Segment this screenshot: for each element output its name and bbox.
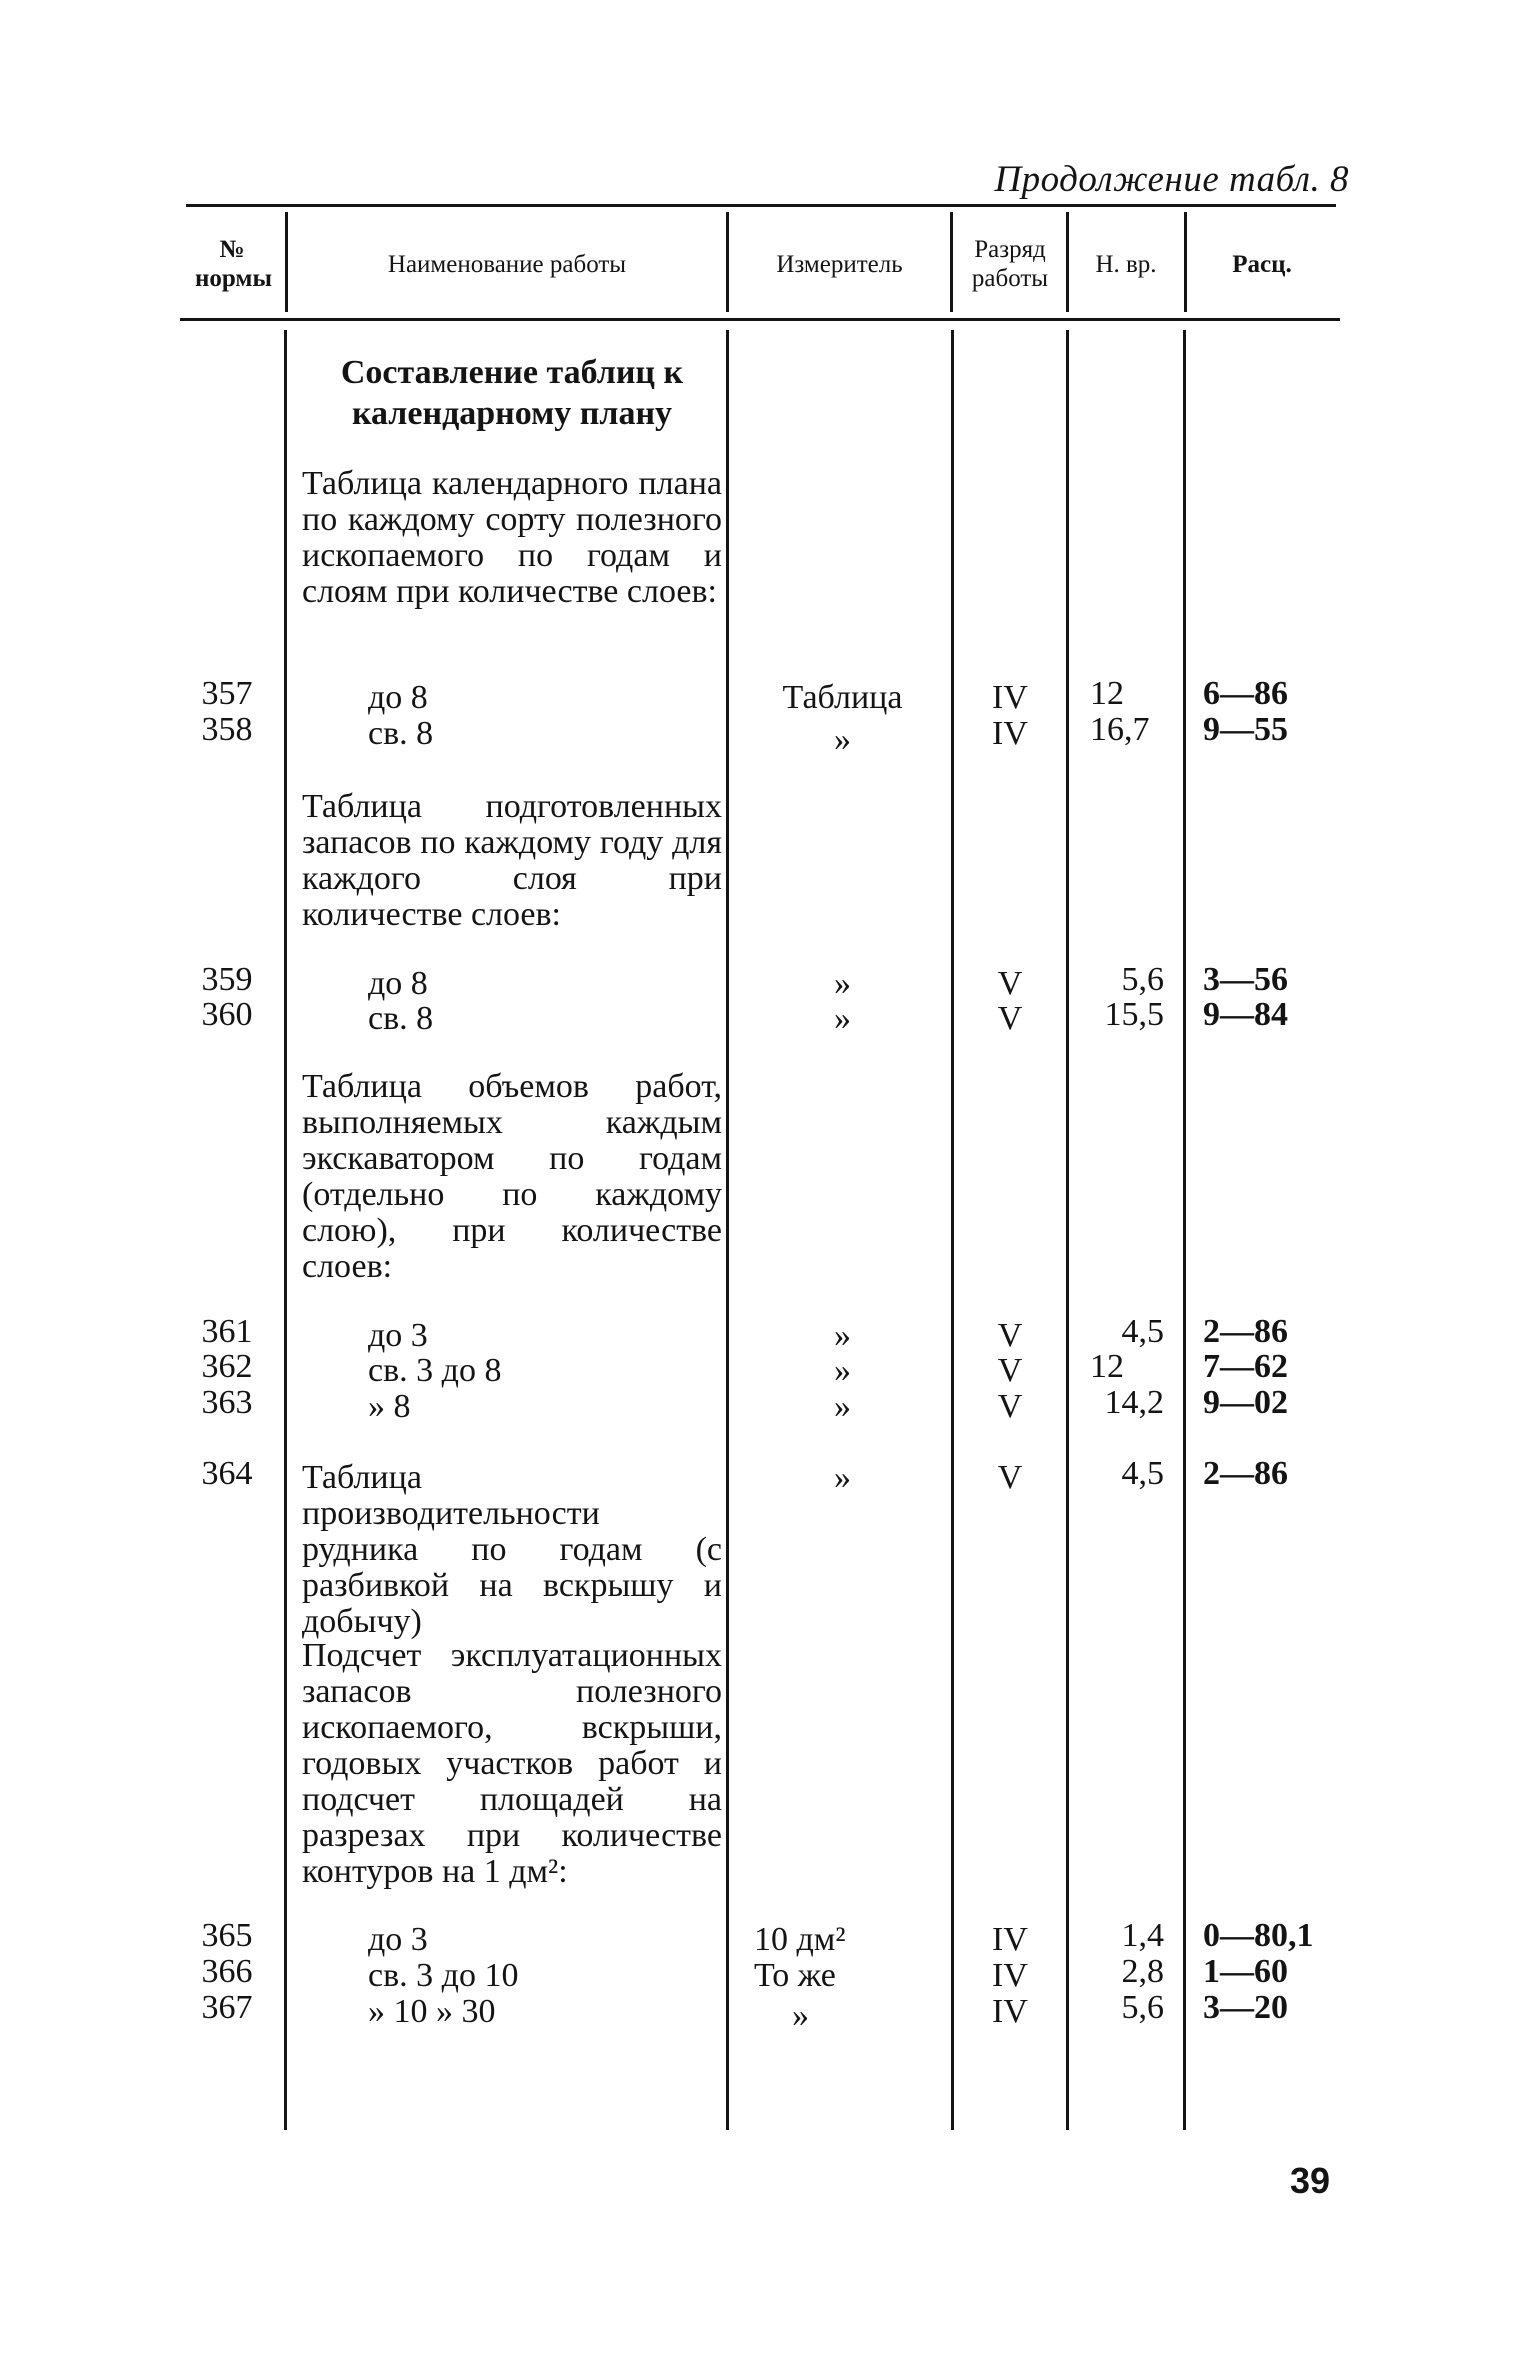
grade: V — [997, 1000, 1023, 1037]
rate: 3—56 — [1203, 961, 1288, 998]
measure: » — [834, 1352, 851, 1389]
norm-time: 2,8 — [1121, 1953, 1164, 1990]
work-name: до 3 — [368, 1921, 428, 1958]
work-name: св. 8 — [368, 1000, 434, 1037]
norm-number: 359 — [201, 961, 253, 998]
norm-time: 5,6 — [1121, 961, 1164, 998]
norm-number: 360 — [201, 996, 253, 1033]
grade: IV — [992, 679, 1028, 716]
work-name: св. 8 — [368, 715, 434, 752]
norm-time: 14,2 — [1104, 1384, 1164, 1421]
header-top-rule — [186, 204, 1336, 207]
rate: 7—62 — [1203, 1348, 1288, 1385]
measure: » — [834, 721, 851, 758]
table-caption: Продолжение табл. 8 — [994, 159, 1349, 200]
group-description: Подсчет эксплуатационных запасов полезного ископаемого, вскрыши, годовых участков работ и подсчет площадей на разрезах при количестве контуров на 1 дм²: — [302, 1637, 722, 1890]
norm-number: 367 — [201, 1989, 253, 2026]
grade: IV — [992, 1957, 1028, 1994]
norm-number: 363 — [201, 1384, 253, 1421]
norm-number: 364 — [201, 1455, 253, 1492]
grade: V — [997, 1317, 1023, 1354]
header-measure: Измеритель — [776, 250, 903, 278]
rate: 3—20 — [1203, 1989, 1288, 2026]
column-divider — [1183, 330, 1186, 2130]
rate: 9—02 — [1203, 1384, 1288, 1421]
header-grade: Разряд работы — [971, 236, 1049, 292]
measure: Таблица — [782, 679, 903, 716]
work-name: до 8 — [368, 965, 428, 1002]
grade: V — [997, 1459, 1023, 1496]
measure: То же — [754, 1957, 836, 1994]
measure: » — [834, 965, 851, 1002]
norm-time: 4,5 — [1121, 1455, 1164, 1492]
group-description: Таблица подготовленных запасов по каждому году для каждого слоя при количестве слоев: — [302, 788, 722, 933]
grade: V — [997, 1352, 1023, 1389]
norm-time: 4,5 — [1121, 1313, 1164, 1350]
measure: 10 дм² — [754, 1921, 846, 1958]
rate: 2—86 — [1203, 1455, 1288, 1492]
rate: 0—80,1 — [1203, 1917, 1314, 1954]
rate: 6—86 — [1203, 675, 1288, 712]
grade: IV — [992, 1921, 1028, 1958]
rate: 9—55 — [1203, 711, 1288, 748]
grade: IV — [992, 715, 1028, 752]
rate: 9—84 — [1203, 996, 1288, 1033]
work-name: » 8 — [368, 1388, 411, 1425]
header-work: Наименование работы — [387, 250, 627, 278]
norm-number: 362 — [201, 1348, 253, 1385]
measure: » — [834, 1388, 851, 1425]
work-name: до 8 — [368, 679, 428, 716]
work-name: до 3 — [368, 1317, 428, 1354]
measure: » — [834, 1000, 851, 1037]
norm-number: 358 — [201, 711, 253, 748]
work-name: св. 3 до 8 — [368, 1352, 502, 1389]
column-divider — [1066, 330, 1069, 2130]
norm-time: 1,4 — [1121, 1917, 1164, 1954]
norm-time: 15,5 — [1104, 996, 1164, 1033]
header-num: № нормы — [195, 236, 272, 292]
grade: V — [997, 1388, 1023, 1425]
column-divider — [726, 330, 729, 2130]
group-description: Таблица календарного плана по каждому сорту полезного ископаемого по годам и слоям при количестве слоев: — [302, 465, 722, 610]
measure: » — [834, 1317, 851, 1354]
norm-number: 366 — [201, 1953, 253, 1990]
header-time: Н. вр. — [1095, 250, 1157, 278]
work-name: Таблица производительности рудника по годам (с разбивкой на вскрышу и добычу) — [302, 1459, 722, 1640]
column-divider — [951, 330, 954, 2130]
header-bottom-rule — [180, 318, 1340, 321]
measure: » — [834, 1459, 851, 1496]
norm-number: 361 — [201, 1313, 253, 1350]
group-description: Таблица объемов работ, выполняемых каждым экскаватором по годам (отдельно по каждому слою), при количестве слоев: — [302, 1068, 722, 1285]
work-name: » 10 » 30 — [368, 1993, 496, 2030]
norm-time: 16,7 — [1090, 711, 1150, 748]
measure: » — [792, 1997, 809, 2034]
header-rate: Расц. — [1232, 250, 1292, 278]
work-name: св. 3 до 10 — [368, 1957, 519, 1994]
section-title: Составление таблиц к календарному плану — [340, 354, 684, 432]
norm-number: 365 — [201, 1917, 253, 1954]
rate: 1—60 — [1203, 1953, 1288, 1990]
norm-time: 12 — [1090, 1348, 1124, 1385]
grade: V — [997, 965, 1023, 1002]
column-divider — [284, 330, 287, 2130]
norm-time: 5,6 — [1121, 1989, 1164, 2026]
rate: 2—86 — [1203, 1313, 1288, 1350]
header-divider — [950, 212, 953, 312]
page-number: 39 — [1290, 2160, 1331, 2201]
norm-time: 12 — [1090, 675, 1124, 712]
grade: IV — [992, 1993, 1028, 2030]
norm-number: 357 — [201, 675, 253, 712]
